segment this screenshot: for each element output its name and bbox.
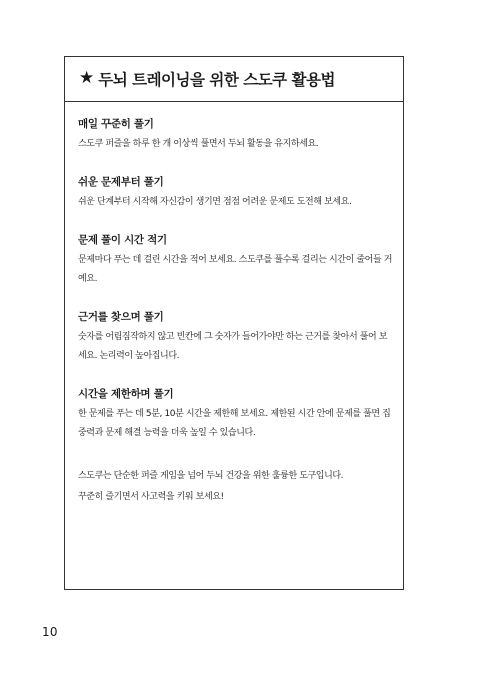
tip-title: 근거를 찾으며 풀기 [78,311,164,323]
tip-title: 매일 꾸준히 풀기 [78,118,154,130]
tip-item [78,387,393,443]
tips-list [78,117,393,464]
star-icon: ★ [79,67,95,88]
tips-box-header [65,57,403,102]
tip-body: 문제마다 푸는 데 걸린 시간을 적어 보세요. 스도쿠를 풀수록 걸리는 시간이 줄어들 거예요. [78,255,392,284]
tip-body: 스도쿠 퍼즐을 하루 한 개 이상씩 풀면서 두뇌 활동을 유지하세요. [78,139,319,149]
tip-item [78,310,393,366]
tip-body: 숫자를 어림짐작하지 않고 빈칸에 그 숫자가 들어가야만 하는 근거를 찾아서 풀어 보세요. 논리력이 높아집니다. [78,332,388,361]
page-number: 10 [42,625,58,639]
closing-text [78,466,393,508]
tip-item [78,233,393,289]
tip-body: 쉬운 단계부터 시작해 자신감이 생기면 점점 어려운 문제도 도전해 보세요. [78,197,352,207]
tips-box [64,56,404,590]
closing-line: 꾸준히 즐기면서 사고력을 키워 보세요! [78,492,224,502]
tip-title: 쉬운 문제부터 풀기 [78,176,164,188]
tip-item [78,175,393,212]
tips-box-title: 두뇌 트레이닝을 위한 스도쿠 활용법 [98,71,335,89]
closing-line: 스도쿠는 단순한 퍼즐 게임을 넘어 두뇌 건강을 위한 훌륭한 도구입니다. [78,471,344,481]
tip-title: 문제 풀이 시간 적기 [78,234,167,246]
tip-body: 한 문제를 푸는 데 5분, 10분 시간을 제한해 보세요. 제한된 시간 안에 문제를 풀면 집중력과 문제 해결 능력을 더욱 높일 수 있습니다. [78,409,391,438]
tip-title: 시간을 제한하며 풀기 [78,388,174,400]
tip-item [78,117,393,154]
